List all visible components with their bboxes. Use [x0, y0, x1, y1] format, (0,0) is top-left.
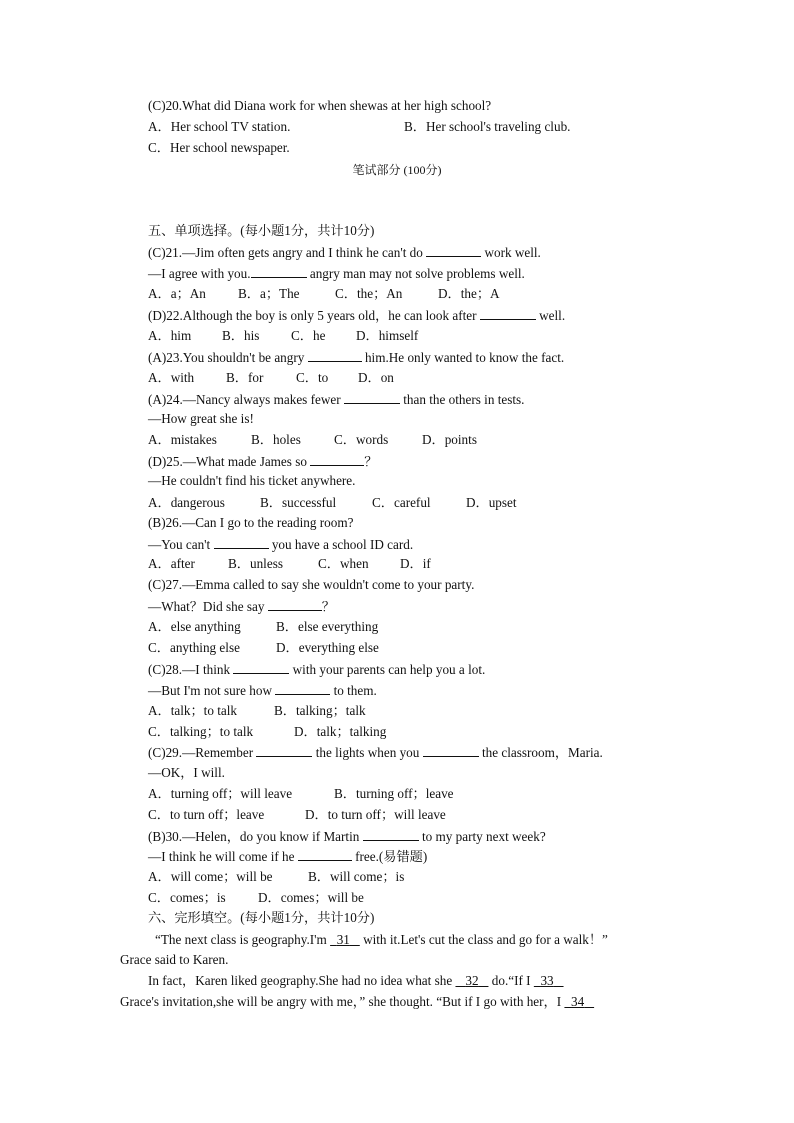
answer-blank — [344, 391, 400, 404]
question-20: (C)20.What did Diana work for when shewas at her high school? — [148, 98, 492, 113]
question-26-line2: —You can't you have a school ID card. — [148, 537, 414, 552]
exam-page: (C)20.What did Diana work for when shewas at her high school? A．Her school TV station. B．Her school's traveling club. C．Her school newspaper. 笔试部分 (100分) 五、单项选择。(每小题1分，共计10分) (C)21.—Jim often gets angry and I think he can't do work well. —I agree with you. angry man may not solve problems well. A．a；An B．a；The C．the；An D．the；A (D)22.Although the boy is only 5 years old，he can look after well. A．him B．his C．he D．himself (A)23.You shouldn't be angry him.He only wanted to know the fact. A．with B．for C．to D．on (A)24.—Nancy always makes fewer than the others in tests. —How great she is! A．mistakes B．holes C．words D．points (D)25.—What made James so ？ —He couldn't find his ticket anywhere. A．dangerous B．successful C．careful D．upset (B)26.—Can I go to the reading room? —You can't you have a school ID card. A．after B．unless C．when D．if (C)27.—Emma called to say she wouldn't come to your party. —What？Did she say ？ A．else anything B．else everything C．anything else D．everything else (C)28.—I think with your parents can help you a lot. —But I'm not sure how to them. A．talk；to talk B．talking；talk C．talking；to talk D．talk；talking (C)29.—Remember the lights when you the classroom，Maria. —OK，I will. A．turning off；will leave B．turning off；leave C．to turn off；leave D．to turn off；will leave (B)30.—Helen，do you know if Martin to my party next week? —I think he will come if he free.(易错题) A．will come；will be B．will come；is C．comes；is D．comes；will be 六、完形填空。(每小题1分，共计10分) “The next class is geography.I'm 31 with it.Let's cut the class and go for a walk！” Grace said to Karen. In fact，Karen liked geography.She had no idea what she 32 do.“If I 33 Grace's invitation,she will be angry with me，” she thought. “But if I go with her，I 34 — [0, 0, 794, 1123]
question-30: (B)30.—Helen，do you know if Martin to my party next week? — [148, 829, 546, 844]
question-22: (D)22.Although the boy is only 5 years old，he can look after well. — [148, 308, 566, 323]
answer-blank — [480, 307, 536, 320]
section-5-title: 五、单项选择。(每小题1分，共计10分) — [148, 223, 375, 238]
blank-33: 33 — [540, 973, 554, 988]
option-b: B．Her school's traveling club. — [404, 119, 571, 134]
question-21: (C)21.—Jim often gets angry and I think he can't do work well. — [148, 245, 541, 260]
cloze-line-2: Grace said to Karen. — [120, 952, 229, 967]
question-29: (C)29.—Remember the lights when you the classroom，Maria. — [148, 745, 603, 760]
answer-blank — [426, 244, 481, 257]
question-24: (A)24.—Nancy always makes fewer than the others in tests. — [148, 392, 525, 407]
question-30-line2: —I think he will come if he free.(易错题) — [148, 849, 428, 864]
option-a: A．Her school TV station. — [148, 119, 291, 134]
question-29-line2: —OK，I will. — [148, 765, 225, 780]
blank-32: 32 — [465, 973, 479, 988]
option-c: C．Her school newspaper. — [148, 140, 290, 155]
answer-blank — [298, 848, 352, 861]
question-27-line2: —What？Did she say ？ — [148, 599, 335, 614]
answer-blank — [423, 744, 479, 757]
question-24-line2: —How great she is! — [148, 411, 254, 426]
blank-34: 34 — [571, 994, 585, 1009]
answer-blank — [256, 744, 312, 757]
section-6-title: 六、完形填空。(每小题1分，共计10分) — [148, 910, 375, 925]
question-26: (B)26.—Can I go to the reading room? — [148, 515, 354, 530]
question-28-line2: —But I'm not sure how to them. — [148, 683, 377, 698]
cloze-line-3: In fact，Karen liked geography.She had no idea what she 32 do.“If I 33 — [148, 973, 564, 989]
cloze-line-1: “The next class is geography.I'm 31 with it.Let's cut the class and go for a walk！” — [155, 932, 608, 947]
answer-blank — [275, 682, 330, 695]
question-27: (C)27.—Emma called to say she wouldn't come to your party. — [148, 577, 475, 592]
blank-31: 31 — [336, 932, 350, 947]
answer-blank — [363, 828, 419, 841]
question-28: (C)28.—I think with your parents can help you a lot. — [148, 662, 486, 677]
answer-blank — [233, 661, 289, 674]
answer-blank — [214, 536, 269, 549]
question-25: (D)25.—What made James so ？ — [148, 454, 378, 469]
answer-blank — [268, 598, 322, 611]
question-25-line2: —He couldn't find his ticket anywhere. — [148, 473, 356, 488]
question-21-line2: —I agree with you. angry man may not solve problems well. — [148, 266, 525, 281]
cloze-line-4: Grace's invitation,she will be angry with me，” she thought. “But if I go with her，I 34 — [120, 994, 594, 1010]
answer-blank — [251, 265, 307, 278]
written-part-heading: 笔试部分 (100分) — [352, 163, 442, 177]
question-23: (A)23.You shouldn't be angry him.He only wanted to know the fact. — [148, 350, 565, 365]
answer-blank — [308, 349, 362, 362]
answer-blank — [310, 453, 364, 466]
